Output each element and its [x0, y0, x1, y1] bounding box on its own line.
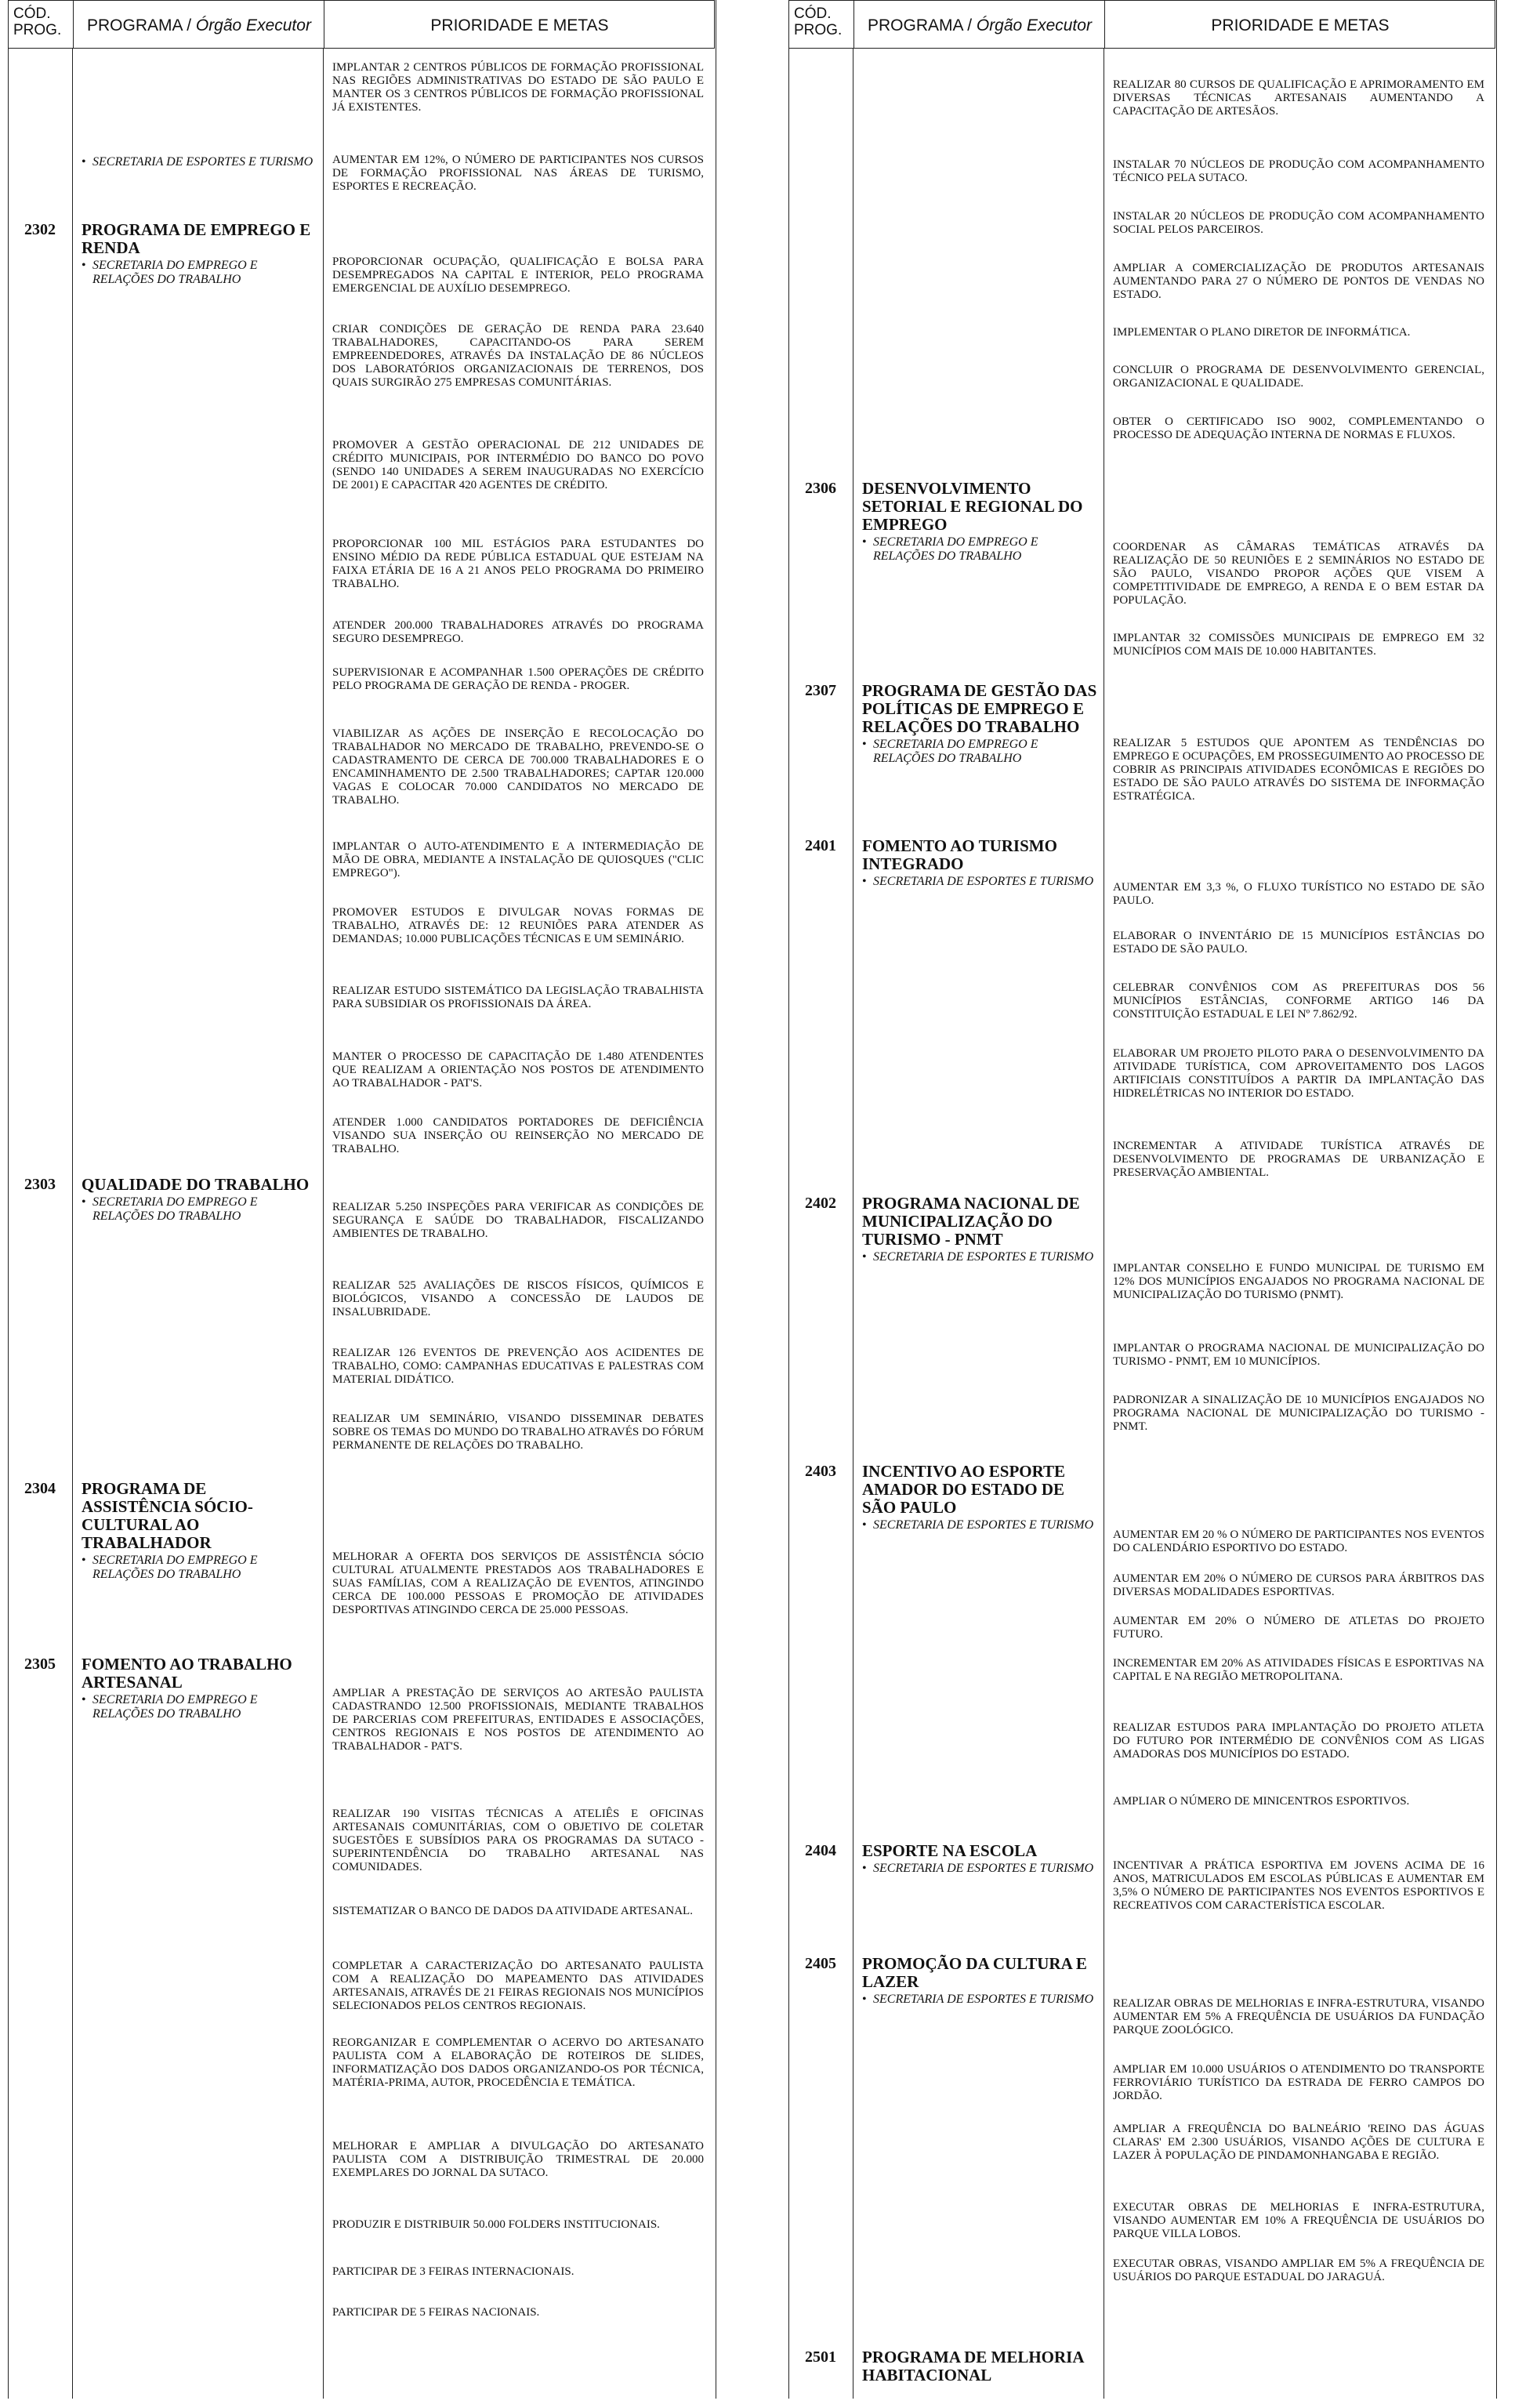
program-code: 2403 — [805, 1463, 836, 1480]
meta-item: PROPORCIONAR OCUPAÇÃO, QUALIFICAÇÃO E BOLSA PARA DESEMPREGADOS NA CAPITAL E INTERIOR, PELO PROGRAMA EMERGENCIAL DE AUXÍLIO DESEMPREGO. — [332, 256, 704, 295]
program-title: DESENVOLVIMENTO SETORIAL E REGIONAL DO EMPREGO — [862, 479, 1083, 534]
meta-item: VIABILIZAR AS AÇÕES DE INSERÇÃO E RECOLOCAÇÃO DO TRABALHADOR NO MERCADO DE TRABALHO, PREVENDO-SE O CADASTRAMENTO DE CERCA DE 700.000 TRABALHADORES E O ENCAMINHAMENTO DE 2.500 TRABALHADORES; CAPTAR 120.000 VAGAS E COLOCAR 70.000 CANDIDATOS NO MERCADO DE TRABALHO. — [332, 727, 704, 807]
meta-item: REALIZAR 5.250 INSPEÇÕES PARA VERIFICAR AS CONDIÇÕES DE SEGURANÇA E SAÚDE DO TRABALHADOR, FISCALIZANDO AMBIENTES DE TRABALHO. — [332, 1201, 704, 1240]
meta-item: IMPLANTAR CONSELHO E FUNDO MUNICIPAL DE TURISMO EM 12% DOS MUNICÍPIOS ENGAJADOS NO PROGRAMA NACIONAL DE MUNICIPALIZAÇÃO DO TURISMO (PNMT). — [1113, 1262, 1484, 1301]
meta-item: CRIAR CONDIÇÕES DE GERAÇÃO DE RENDA PARA 23.640 TRABALHADORES, CAPACITANDO-OS PARA SEREM EMPREENDEDORES, ATRAVÉS DA INSTALAÇÃO DE 86 NÚCLEOS DOS LABORATÓRIOS ORGANIZACIONAIS DE TERRENOS, DOS QUAIS SURGIRÃO 275 EMPRESAS COMUNITÁRIAS. — [332, 323, 704, 389]
program-org: • SECRETARIA DE ESPORTES E TURISMO — [862, 1250, 1094, 1264]
header-code-label: CÓD. PROG. — [794, 5, 843, 38]
meta-item: MANTER O PROCESSO DE CAPACITAÇÃO DE 1.480 ATENDENTES QUE REALIZAM A ORIENTAÇÃO NOS POSTOS DE ATENDIMENTO AO TRABALHADOR - PAT'S. — [332, 1050, 704, 1090]
program-code: 2306 — [805, 480, 836, 497]
program-entry — [862, 2348, 1097, 2384]
meta-item: INCENTIVAR A PRÁTICA ESPORTIVA EM JOVENS ACIMA DE 16 ANOS, MATRICULADOS EM ESCOLAS PÚBLICAS E AUMENTAR EM 3,5% O NÚMERO DE PARTICIPANTES NOS EVENTOS ESPORTIVOS E RECREATIVOS COM CARACTERÍSTICA ESCOLAR. — [1113, 1859, 1484, 1912]
meta-item: PROMOVER A GESTÃO OPERACIONAL DE 212 UNIDADES DE CRÉDITO MUNICIPAIS, POR INTERMÉDIO DO BANCO DO POVO (SENDO 140 UNIDADES A SEREM INAUGURADAS NO EXERCÍCIO DE 2001) E CAPACITAR 420 AGENTES DE CRÉDITO. — [332, 439, 704, 491]
program-title: FOMENTO AO TURISMO INTEGRADO — [862, 836, 1057, 873]
meta-item: AMPLIAR A COMERCIALIZAÇÃO DE PRODUTOS ARTESANAIS AUMENTANDO PARA 27 O NÚMERO DE PONTOS DE VENDAS NO ESTADO. — [1113, 262, 1484, 301]
program-entry — [862, 837, 1097, 889]
meta-item: COORDENAR AS CÂMARAS TEMÁTICAS ATRAVÉS DA REALIZAÇÃO DE 50 REUNIÕES E 2 SEMINÁRIOS NO ESTADO DE SÃO PAULO, VISANDO PROPOR AÇÕES QUE VISEM A COMPETITIVIDADE DE EMPREGO, A RENDA E O BEM ESTAR DA POPULAÇÃO. — [1113, 541, 1484, 607]
meta-item: AUMENTAR EM 20% O NÚMERO DE ATLETAS DO PROJETO FUTURO. — [1113, 1615, 1484, 1641]
program-org: • SECRETARIA DO EMPREGO E RELAÇÕES DO TRABALHO — [82, 259, 258, 286]
program-org: • SECRETARIA DO EMPREGO E RELAÇÕES DO TRABALHO — [862, 738, 1038, 765]
program-org: • SECRETARIA DO EMPREGO E RELAÇÕES DO TRABALHO — [862, 535, 1038, 563]
meta-item: REALIZAR 190 VISITAS TÉCNICAS A ATELIÊS E OFICINAS ARTESANAIS COMUNITÁRIAS, COM O OBJETIVO DE COLETAR SUGESTÕES E SUBSÍDIOS PARA OS PROGRAMAS DA SUTACO - SUPERINTENDÊNCIA DO TRABALHO ARTESANAL NAS COMUNIDADES. — [332, 1808, 704, 1873]
meta-item: CELEBRAR CONVÊNIOS COM AS PREFEITURAS DOS 56 MUNICÍPIOS ESTÂNCIAS, CONFORME ARTIGO 146 DA CONSTITUIÇÃO ESTADUAL E LEI Nº 7.862/92. — [1113, 981, 1484, 1021]
program-code: 2305 — [24, 1656, 56, 1673]
program-org: • SECRETARIA DE ESPORTES E TURISMO — [862, 1862, 1094, 1875]
program-entry — [82, 1480, 317, 1582]
meta-item: OBTER O CERTIFICADO ISO 9002, COMPLEMENTANDO O PROCESSO DE ADEQUAÇÃO INTERNA DE NORMAS E FLUXOS. — [1113, 415, 1484, 441]
program-code: 2307 — [805, 682, 836, 699]
program-entry — [862, 1955, 1097, 2007]
meta-item: IMPLEMENTAR O PLANO DIRETOR DE INFORMÁTICA. — [1113, 326, 1411, 339]
program-title: ESPORTE NA ESCOLA — [862, 1841, 1038, 1860]
meta-item: PARTICIPAR DE 3 FEIRAS INTERNACIONAIS. — [332, 2265, 574, 2278]
header-code-label: CÓD. PROG. — [13, 5, 62, 38]
program-org: • SECRETARIA DE ESPORTES E TURISMO — [862, 1518, 1094, 1532]
program-code: 2405 — [805, 1955, 836, 1972]
meta-item: AMPLIAR O NÚMERO DE MINICENTROS ESPORTIVOS. — [1113, 1795, 1410, 1808]
program-code: 2501 — [805, 2348, 836, 2366]
program-title: QUALIDADE DO TRABALHO — [82, 1175, 310, 1194]
meta-item: AMPLIAR EM 10.000 USUÁRIOS O ATENDIMENTO DO TRANSPORTE FERROVIÁRIO TURÍSTICO DA ESTRADA DE FERRO CAMPOS DO JORDÃO. — [1113, 2063, 1484, 2102]
program-entry — [862, 682, 1097, 766]
meta-item: REALIZAR OBRAS DE MELHORIAS E INFRA-ESTRUTURA, VISANDO AUMENTAR EM 5% A FREQUÊNCIA DE USUÁRIOS DA FUNDAÇÃO PARQUE ZOOLÓGICO. — [1113, 1997, 1484, 2036]
program-title: FOMENTO AO TRABALHO ARTESANAL — [82, 1655, 292, 1692]
meta-column — [1104, 0, 1497, 2399]
meta-item: REALIZAR UM SEMINÁRIO, VISANDO DISSEMINAR DEBATES SOBRE OS TEMAS DO MUNDO DO TRABALHO ATRAVÉS DO FÓRUM PERMANENTE DE RELAÇÕES DO TRABALHO. — [332, 1413, 704, 1452]
meta-item: AUMENTAR EM 12%, O NÚMERO DE PARTICIPANTES NOS CURSOS DE FORMAÇÃO PROFISSIONAL NAS ÁREAS DE TURISMO, ESPORTES E RECREAÇÃO. — [332, 154, 704, 193]
meta-item: EXECUTAR OBRAS, VISANDO AMPLIAR EM 5% A FREQUÊNCIA DE USUÁRIOS DO PARQUE ESTADUAL DO JARAGUÁ. — [1113, 2258, 1484, 2283]
meta-item: REORGANIZAR E COMPLEMENTAR O ACERVO DO ARTESANATO PAULISTA COM A ELABORAÇÃO DE ROTEIROS DE SLIDES, INFORMATIZAÇÃO DOS DADOS ORGANIZANDO-OS POR TÉCNICA, MATÉRIA-PRIMA, AUTOR, PROCEDÊNCIA E TEMÁTICA. — [332, 2036, 704, 2089]
meta-item: PADRONIZAR A SINALIZAÇÃO DE 10 MUNICÍPIOS ENGAJADOS NO PROGRAMA NACIONAL DE MUNICIPALIZAÇÃO DO TURISMO - PNMT. — [1113, 1394, 1484, 1433]
meta-item: SISTEMATIZAR O BANCO DE DADOS DA ATIVIDADE ARTESANAL. — [332, 1905, 693, 1917]
program-title: PROGRAMA DE GESTÃO DAS POLÍTICAS DE EMPREGO E RELAÇÕES DO TRABALHO — [862, 681, 1097, 736]
meta-item: IMPLANTAR 32 COMISSÕES MUNICIPAIS DE EMPREGO EM 32 MUNICÍPIOS COM MAIS DE 10.000 HABITANTES. — [1113, 632, 1484, 658]
meta-item: AMPLIAR A FREQUÊNCIA DO BALNEÁRIO 'REINO DAS ÁGUAS CLARAS' EM 2.300 USUÁRIOS, VISANDO AÇÕES DE CULTURA E LAZER À POPULAÇÃO DE PINDAMONHANGABA E REGIÃO. — [1113, 2123, 1484, 2162]
program-code: 2303 — [24, 1176, 56, 1193]
program-title: PROGRAMA DE MELHORIA HABITACIONAL — [862, 2348, 1084, 2384]
program-code: 2404 — [805, 1842, 836, 1859]
program-org: • SECRETARIA DE ESPORTES E TURISMO — [82, 155, 313, 169]
program-org: • SECRETARIA DE ESPORTES E TURISMO — [862, 875, 1094, 888]
header-priority-label: PRIORIDADE E METAS — [430, 16, 609, 34]
program-org: • SECRETARIA DO EMPREGO E RELAÇÕES DO TRABALHO — [82, 1554, 258, 1581]
program-title: INCENTIVO AO ESPORTE AMADOR DO ESTADO DE SÃO PAULO — [862, 1462, 1066, 1517]
meta-item: PROMOVER ESTUDOS E DIVULGAR NOVAS FORMAS DE TRABALHO, ATRAVÉS DE: 12 REUNIÕES PARA ATENDER AS DEMANDAS; 10.000 PUBLICAÇÕES TÉCNICAS E UM SEMINÁRIO. — [332, 906, 704, 945]
program-entry — [862, 480, 1097, 564]
program-entry — [862, 1842, 1097, 1876]
meta-item: EXECUTAR OBRAS DE MELHORIAS E INFRA-ESTRUTURA, VISANDO AUMENTAR EM 10% A FREQUÊNCIA DE USUÁRIOS DO PARQUE VILLA LOBOS. — [1113, 2201, 1484, 2240]
code-column — [8, 0, 73, 2399]
meta-item: INCREMENTAR EM 20% AS ATIVIDADES FÍSICAS E ESPORTIVAS NA CAPITAL E NA REGIÃO METROPOLITANA. — [1113, 1657, 1484, 1683]
program-entry — [82, 221, 317, 287]
meta-item: CONCLUIR O PROGRAMA DE DESENVOLVIMENTO GERENCIAL, ORGANIZACIONAL E QUALIDADE. — [1113, 364, 1484, 390]
meta-item: PROPORCIONAR 100 MIL ESTÁGIOS PARA ESTUDANTES DO ENSINO MÉDIO DA REDE PÚBLICA ESTADUAL QUE ESTEJAM NA FAIXA ETÁRIA DE 16 A 21 ANOS PELO PROGRAMA DO PRIMEIRO TRABALHO. — [332, 538, 704, 590]
program-entry — [82, 154, 317, 169]
table-header — [788, 0, 1495, 49]
meta-item: REALIZAR 5 ESTUDOS QUE APONTEM AS TENDÊNCIAS DO EMPREGO E OCUPAÇÕES, EM PROSSEGUIMENTO AO PROCESSO DE COBRIR AS PRINCIPAIS ATIVIDADES ECONÔMICAS E REGIÕES DO ESTADO DE SÃO PAULO ATRAVÉS DO SISTEMA DE INFORMAÇÃO ESTRATÉGICA. — [1113, 737, 1484, 803]
program-org: • SECRETARIA DO EMPREGO E RELAÇÕES DO TRABALHO — [82, 1195, 258, 1223]
meta-item: REALIZAR 525 AVALIAÇÕES DE RISCOS FÍSICOS, QUÍMICOS E BIOLÓGICOS, VISANDO A CONCESSÃO DE LAUDOS DE INSALUBRIDADE. — [332, 1279, 704, 1318]
meta-item: IMPLANTAR O PROGRAMA NACIONAL DE MUNICIPALIZAÇÃO DO TURISMO - PNMT, EM 10 MUNICÍPIOS. — [1113, 1342, 1484, 1368]
program-entry — [82, 1176, 317, 1224]
header-program-label: PROGRAMA / Órgão Executor — [87, 16, 311, 34]
program-code: 2302 — [24, 221, 56, 238]
left-page — [8, 0, 745, 2399]
meta-item: SUPERVISIONAR E ACOMPANHAR 1.500 OPERAÇÕES DE CRÉDITO PELO PROGRAMA DE GERAÇÃO DE RENDA - PROGER. — [332, 666, 704, 692]
program-org: • SECRETARIA DO EMPREGO E RELAÇÕES DO TRABALHO — [82, 1693, 258, 1721]
meta-item: REALIZAR 126 EVENTOS DE PREVENÇÃO AOS ACIDENTES DE TRABALHO, COMO: CAMPANHAS EDUCATIVAS E PALESTRAS COM MATERIAL DIDÁTICO. — [332, 1347, 704, 1386]
program-title: PROGRAMA DE EMPREGO E RENDA — [82, 220, 311, 257]
program-code: 2304 — [24, 1480, 56, 1497]
meta-item: AUMENTAR EM 3,3 %, O FLUXO TURÍSTICO NO ESTADO DE SÃO PAULO. — [1113, 881, 1484, 907]
table-header — [8, 0, 715, 49]
right-page — [788, 0, 1525, 2399]
header-priority-label: PRIORIDADE E METAS — [1211, 16, 1390, 34]
meta-item: IMPLANTAR 2 CENTROS PÚBLICOS DE FORMAÇÃO PROFISSIONAL NAS REGIÕES ADMINISTRATIVAS DO ESTADO DE SÃO PAULO E MANTER OS 3 CENTROS PÚBLICOS DE FORMAÇÃO PROFISSIONAL JÁ EXISTENTES. — [332, 61, 704, 114]
meta-item: REALIZAR 80 CURSOS DE QUALIFICAÇÃO E APRIMORAMENTO EM DIVERSAS TÉCNICAS ARTESANAIS AUMENTANDO A CAPACITAÇÃO DE ARTESÃOS. — [1113, 78, 1484, 118]
header-program-label: PROGRAMA / Órgão Executor — [868, 16, 1092, 34]
program-title: PROMOÇÃO DA CULTURA E LAZER — [862, 1954, 1087, 1991]
meta-item: ELABORAR O INVENTÁRIO DE 15 MUNICÍPIOS ESTÂNCIAS DO ESTADO DE SÃO PAULO. — [1113, 930, 1484, 956]
program-entry — [862, 1195, 1097, 1264]
program-code: 2401 — [805, 837, 836, 854]
meta-item: IMPLANTAR O AUTO-ATENDIMENTO E A INTERMEDIAÇÃO DE MÃO DE OBRA, MEDIANTE A INSTALAÇÃO DE QUIOSQUES ("CLIC EMPREGO"). — [332, 840, 704, 879]
program-code: 2402 — [805, 1195, 836, 1212]
meta-item: ATENDER 200.000 TRABALHADORES ATRAVÉS DO PROGRAMA SEGURO DESEMPREGO. — [332, 619, 704, 645]
meta-item: MELHORAR E AMPLIAR A DIVULGAÇÃO DO ARTESANATO PAULISTA COM A DISTRIBUIÇÃO TRIMESTRAL DE 20.000 EXEMPLARES DO JORNAL DA SUTACO. — [332, 2140, 704, 2179]
program-title: PROGRAMA DE ASSISTÊNCIA SÓCIO-CULTURAL AO TRABALHADOR — [82, 1479, 253, 1552]
program-org: • SECRETARIA DE ESPORTES E TURISMO — [862, 1993, 1094, 2006]
meta-item: COMPLETAR A CARACTERIZAÇÃO DO ARTESANATO PAULISTA COM A REALIZAÇÃO DO MAPEAMENTO DAS ATIVIDADES ARTESANAIS, ATRAVÉS DE 21 FEIRAS REGIONAIS NOS MUNICÍPIOS SELECIONADOS PELOS CENTROS REGIONAIS. — [332, 1960, 704, 2012]
meta-item: PRODUZIR E DISTRIBUIR 50.000 FOLDERS INSTITUCIONAIS. — [332, 2218, 660, 2231]
meta-item: REALIZAR ESTUDO SISTEMÁTICO DA LEGISLAÇÃO TRABALHISTA PARA SUBSIDIAR OS PROFISSIONAIS DA ÁREA. — [332, 985, 704, 1010]
meta-item: INSTALAR 20 NÚCLEOS DE PRODUÇÃO COM ACOMPANHAMENTO SOCIAL PELOS PARCEIROS. — [1113, 210, 1484, 236]
program-entry — [862, 1463, 1097, 1532]
meta-item: PARTICIPAR DE 5 FEIRAS NACIONAIS. — [332, 2306, 540, 2319]
program-title: PROGRAMA NACIONAL DE MUNICIPALIZAÇÃO DO TURISMO - PNMT — [862, 1194, 1080, 1249]
meta-item: INCREMENTAR A ATIVIDADE TURÍSTICA ATRAVÉS DE DESENVOLVIMENTO DE PROGRAMAS DE URBANIZAÇÃO E PRESERVAÇÃO AMBIENTAL. — [1113, 1140, 1484, 1179]
meta-item: ATENDER 1.000 CANDIDATOS PORTADORES DE DEFICIÊNCIA VISANDO SUA INSERÇÃO OU REINSERÇÃO NO MERCADO DE TRABALHO. — [332, 1116, 704, 1155]
meta-item: MELHORAR A OFERTA DOS SERVIÇOS DE ASSISTÊNCIA SÓCIO CULTURAL ATUALMENTE PRESTADOS AOS TRABALHADORES E SUAS FAMÍLIAS, COM A REALIZAÇÃO DE EVENTOS, ATINGINDO CERCA DE 100.000 PESSOAS E PROMOÇÃO DE ATIVIDADES DESPORTIVAS ATINGINDO CERCA DE 25.000 PESSOAS. — [332, 1550, 704, 1616]
meta-item: AMPLIAR A PRESTAÇÃO DE SERVIÇOS AO ARTESÃO PAULISTA CADASTRANDO 12.500 PROFISSIONAIS, MEDIANTE TRABALHOS DE PARCERIAS COM PREFEITURAS, ENTIDADES E ASSOCIAÇÕES, CENTROS REGIONAIS E NOS POSTOS DE ATENDIMENTO AO TRABALHADOR - PAT'S. — [332, 1687, 704, 1753]
meta-item: REALIZAR ESTUDOS PARA IMPLANTAÇÃO DO PROJETO ATLETA DO FUTURO POR INTERMÉDIO DE CONVÊNIOS COM AS LIGAS AMADORAS DOS MUNICÍPIOS DO ESTADO. — [1113, 1721, 1484, 1761]
meta-item: INSTALAR 70 NÚCLEOS DE PRODUÇÃO COM ACOMPANHAMENTO TÉCNICO PELA SUTACO. — [1113, 158, 1484, 184]
meta-item: AUMENTAR EM 20% O NÚMERO DE CURSOS PARA ÁRBITROS DAS DIVERSAS MODALIDADES ESPORTIVAS. — [1113, 1572, 1484, 1598]
program-entry — [82, 1656, 317, 1721]
meta-item: AUMENTAR EM 20 % O NÚMERO DE PARTICIPANTES NOS EVENTOS DO CALENDÁRIO ESPORTIVO DO ESTADO. — [1113, 1529, 1484, 1554]
meta-item: ELABORAR UM PROJETO PILOTO PARA O DESENVOLVIMENTO DA ATIVIDADE TURÍSTICA, COM APROVEITAMENTO DOS LAGOS ARTIFICIAIS CONSTITUÍDOS A PARTIR DA IMPLANTAÇÃO DAS HIDRELÉTRICAS NO INTERIOR DO ESTADO. — [1113, 1047, 1484, 1100]
